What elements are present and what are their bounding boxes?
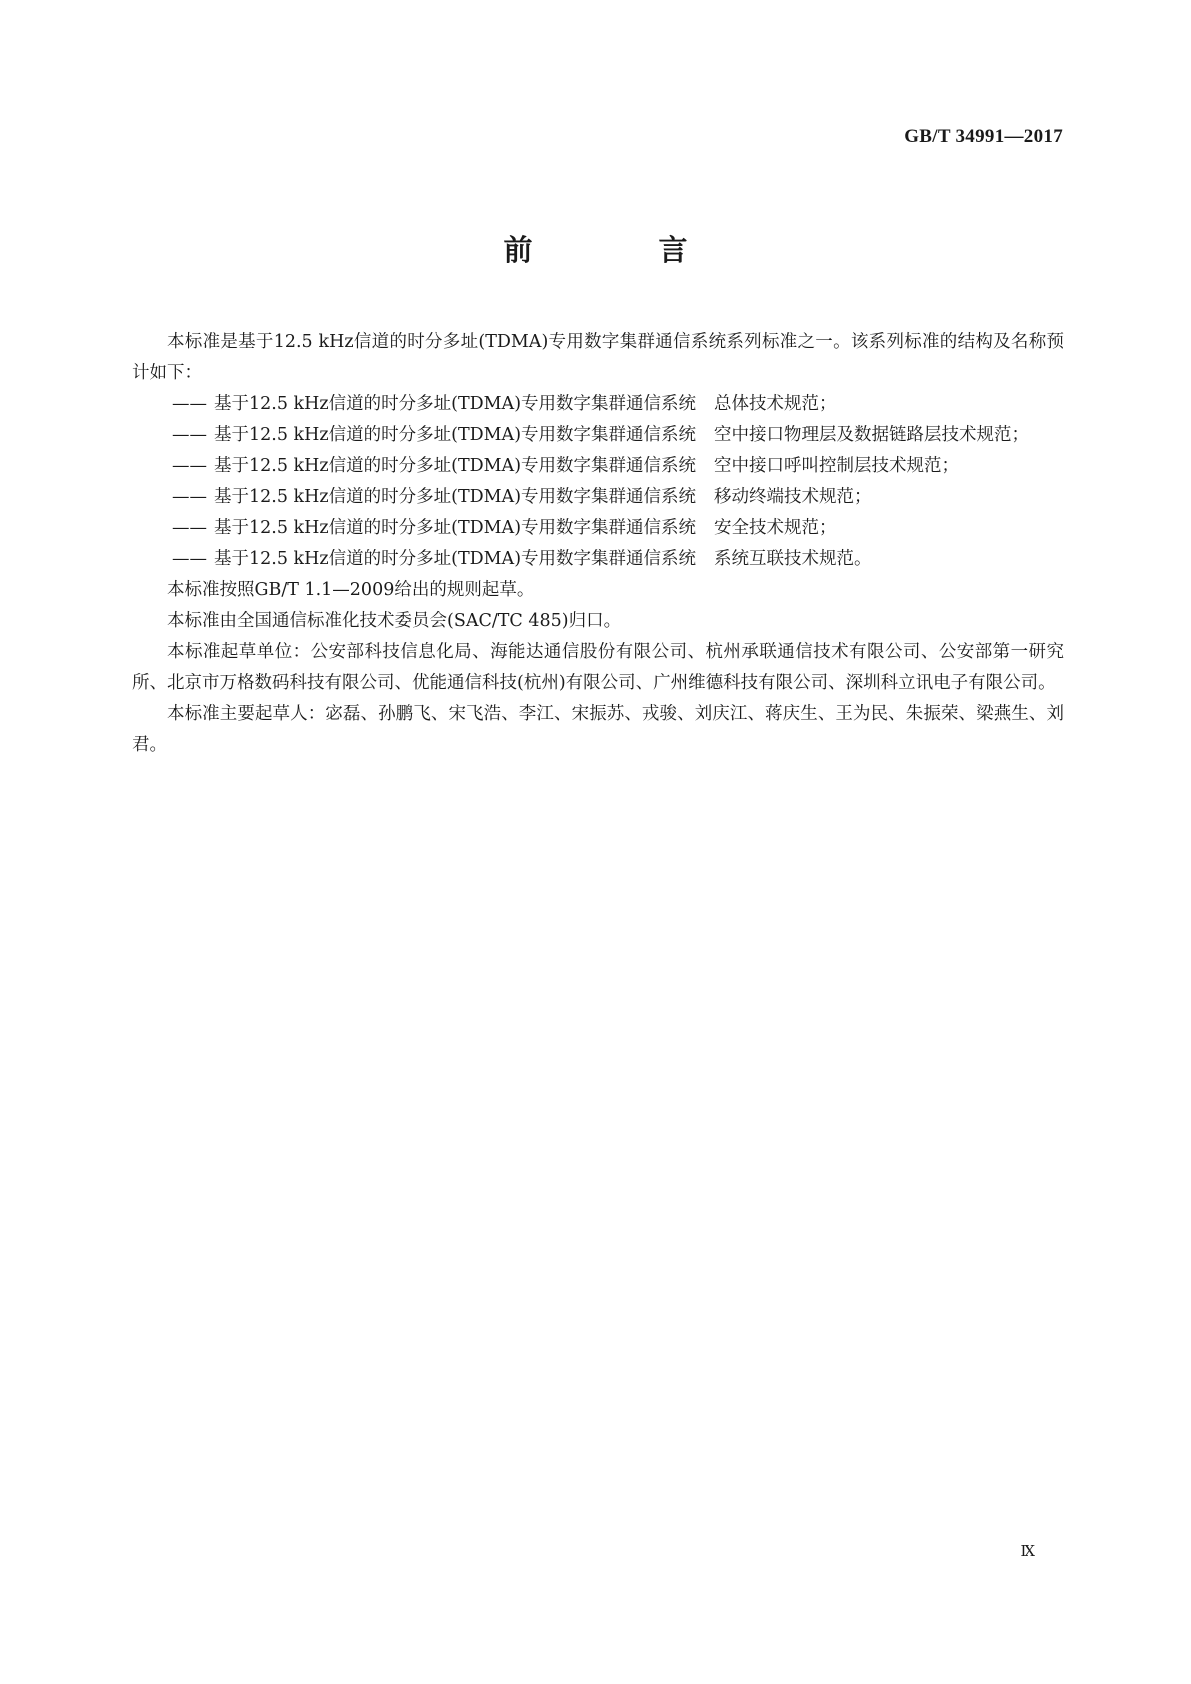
page-title: 前 言 [503, 233, 746, 267]
standard-code: GB/T 34991—2017 [904, 126, 1063, 147]
series-item [132, 482, 1064, 513]
series-item-name: 移动终端技术规范； [714, 487, 872, 507]
series-prefix: 基于12.5 kHz信道的时分多址(TDMA)专用数字集群通信系统 [214, 425, 697, 445]
centralized-by-paragraph: 本标准由全国通信标准化技术委员会(SAC/TC 485)归口。 [167, 611, 622, 631]
foreword-body [132, 327, 1064, 761]
series-item-name: 安全技术规范； [714, 518, 837, 538]
series-item [132, 451, 1064, 482]
series-item-name: 空中接口呼叫控制层技术规范； [714, 456, 960, 476]
series-item-name: 系统互联技术规范。 [714, 549, 872, 569]
series-item-name: 总体技术规范； [714, 394, 837, 414]
list-dash: —— [172, 456, 207, 476]
list-dash: —— [172, 487, 207, 507]
series-item [132, 420, 1064, 451]
drafters-paragraph: 本标准主要起草人：宓磊、孙鹏飞、宋飞浩、李江、宋振苏、戎骏、刘庆江、蒋庆生、王为民、朱振荣、梁燕生、刘君。 [132, 704, 1064, 755]
series-item [132, 389, 1064, 420]
series-prefix: 基于12.5 kHz信道的时分多址(TDMA)专用数字集群通信系统 [214, 518, 697, 538]
page-number: Ⅸ [1020, 1544, 1035, 1560]
intro-paragraph: 本标准是基于12.5 kHz信道的时分多址(TDMA)专用数字集群通信系统系列标准之一。该系列标准的结构及名称预计如下： [132, 332, 1064, 383]
series-item-name: 空中接口物理层及数据链路层技术规范； [714, 425, 1030, 445]
list-dash: —— [172, 425, 207, 445]
series-item [132, 544, 1064, 575]
series-item [132, 513, 1064, 544]
drafting-rules-paragraph: 本标准按照GB/T 1.1—2009给出的规则起草。 [167, 580, 535, 600]
series-prefix: 基于12.5 kHz信道的时分多址(TDMA)专用数字集群通信系统 [214, 549, 697, 569]
list-dash: —— [172, 518, 207, 538]
series-prefix: 基于12.5 kHz信道的时分多址(TDMA)专用数字集群通信系统 [214, 487, 697, 507]
list-dash: —— [172, 549, 207, 569]
list-dash: —— [172, 394, 207, 414]
series-prefix: 基于12.5 kHz信道的时分多址(TDMA)专用数字集群通信系统 [214, 456, 697, 476]
series-prefix: 基于12.5 kHz信道的时分多址(TDMA)专用数字集群通信系统 [214, 394, 697, 414]
drafting-units-paragraph: 本标准起草单位：公安部科技信息化局、海能达通信股份有限公司、杭州承联通信技术有限公司、公安部第一研究所、北京市万格数码科技有限公司、优能通信科技(杭州)有限公司、广州维德科技有限公司、深圳科立讯电子有限公司。 [132, 642, 1064, 693]
